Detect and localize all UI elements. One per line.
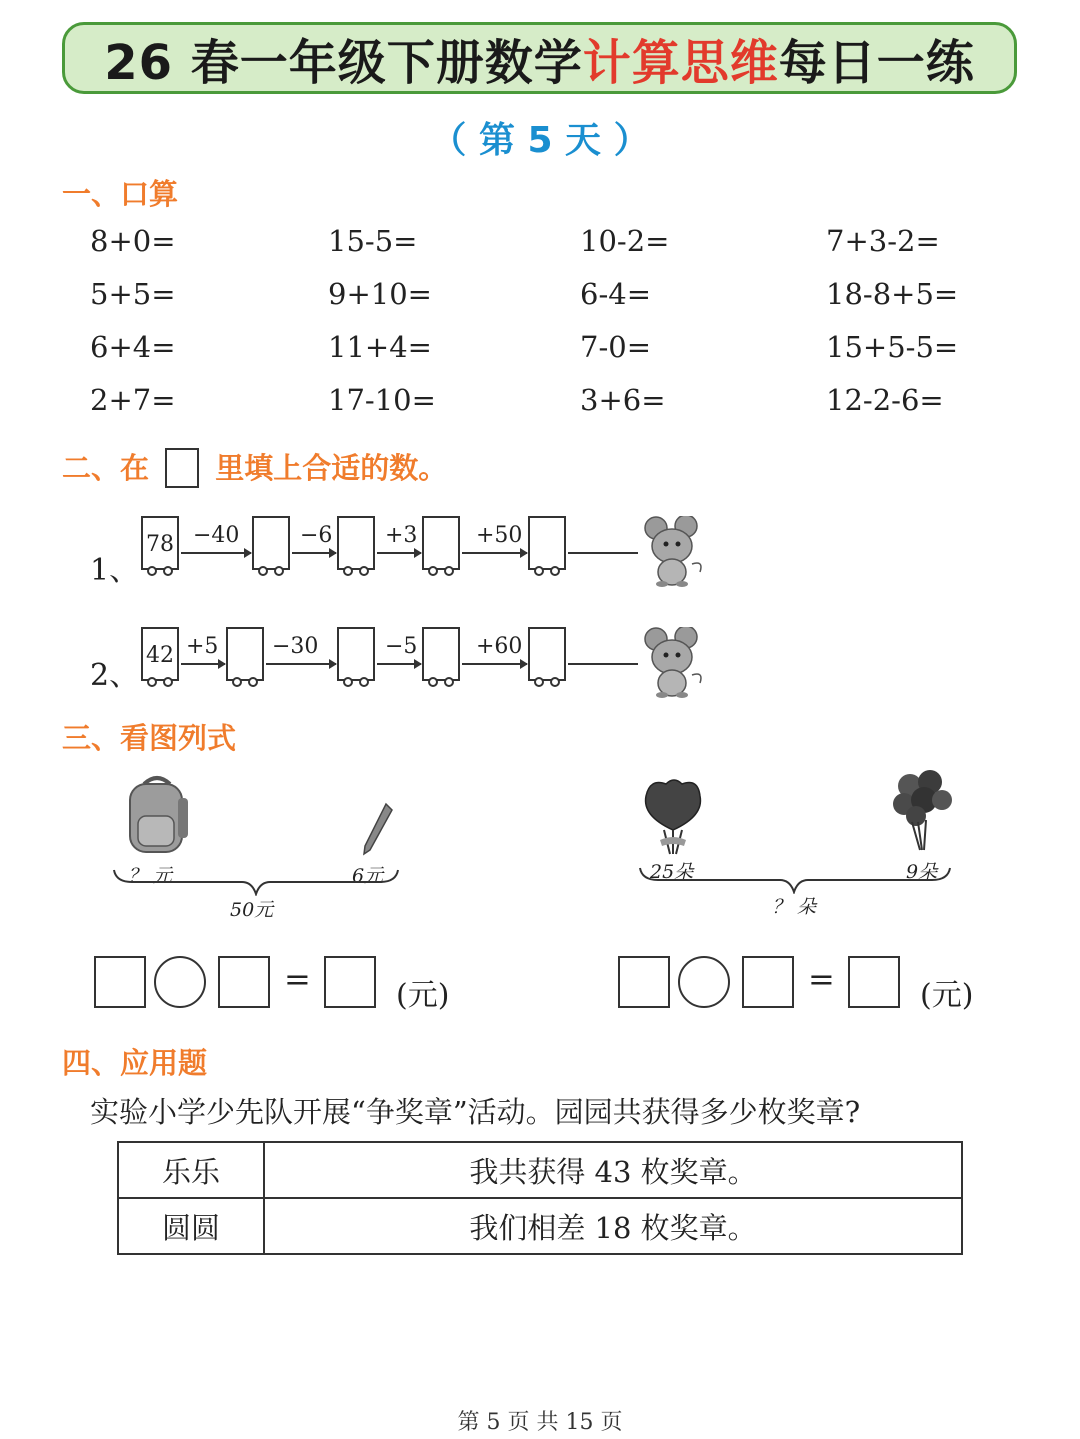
flower-bunch-icon <box>640 776 706 858</box>
op-label: +50 <box>476 523 523 548</box>
item-price-unknown: ？ 元 <box>128 865 173 887</box>
calc-item: 6-4= <box>580 277 651 311</box>
op-label: −30 <box>272 634 319 659</box>
wheel-icon <box>258 566 268 576</box>
op-label: +5 <box>186 634 219 659</box>
wheel-icon <box>359 677 369 687</box>
calc-item: 2+7= <box>90 383 176 417</box>
wheel-icon <box>163 566 173 576</box>
arrow-icon <box>181 663 225 665</box>
flower-count-2: 9朵 <box>906 861 938 883</box>
brace-icon <box>638 864 952 894</box>
student-statement: 我们相差 18 枚奖章。 <box>264 1198 962 1254</box>
wheel-icon <box>343 566 353 576</box>
wheel-icon <box>274 566 284 576</box>
train-box-blank[interactable] <box>337 516 375 570</box>
calc-item: 7-0= <box>580 330 651 364</box>
answer-box[interactable] <box>94 956 146 1008</box>
answer-box[interactable] <box>218 956 270 1008</box>
train-box-blank[interactable] <box>337 627 375 681</box>
arrow-icon <box>462 663 527 665</box>
calc-item: 15+5-5= <box>826 330 959 364</box>
title-part1: 26 春一年级下册数学 <box>104 34 583 91</box>
wheel-icon <box>550 677 560 687</box>
op-label: −6 <box>300 523 333 548</box>
section3-heading: 三、看图列式 <box>62 721 237 755</box>
op-label: +60 <box>476 634 523 659</box>
train-box <box>141 627 179 681</box>
section2-heading-before: 二、在 <box>62 451 150 485</box>
section1-heading: 一、口算 <box>62 177 179 211</box>
calc-item: 8+0= <box>90 224 176 258</box>
student-name: 乐乐 <box>118 1142 264 1198</box>
end-line <box>568 552 638 554</box>
title-banner <box>62 22 1017 94</box>
equals-sign: = <box>808 960 835 998</box>
backpack-icon <box>122 774 192 856</box>
train-label: 1、 <box>90 553 140 588</box>
bouquet-icon <box>890 770 954 852</box>
wheel-icon <box>428 677 438 687</box>
table-row <box>118 1198 962 1254</box>
train-box-blank[interactable] <box>252 516 290 570</box>
wheel-icon <box>147 677 157 687</box>
arrow-icon <box>462 552 527 554</box>
calc-item: 17-10= <box>328 383 436 417</box>
arrow-icon <box>266 663 336 665</box>
mouse-icon <box>642 627 708 699</box>
calc-item: 11+4= <box>328 330 432 364</box>
section4-heading: 四、应用题 <box>62 1046 208 1080</box>
student-statement: 我共获得 43 枚奖章。 <box>264 1142 962 1198</box>
day-label: （ 第 5 天 ） <box>430 120 650 161</box>
train-box-blank[interactable] <box>422 627 460 681</box>
brace-icon <box>112 866 400 896</box>
train-start-value: 78 <box>146 532 174 557</box>
end-line <box>568 663 638 665</box>
heading-box-icon <box>165 448 199 488</box>
arrow-icon <box>181 552 251 554</box>
train-box-blank[interactable] <box>528 516 566 570</box>
award-table <box>117 1141 963 1255</box>
train-box <box>141 516 179 570</box>
arrow-icon <box>292 552 336 554</box>
calc-item: 3+6= <box>580 383 666 417</box>
student-name: 圆圆 <box>118 1198 264 1254</box>
calc-item: 7+3-2= <box>826 224 940 258</box>
wheel-icon <box>343 677 353 687</box>
answer-box[interactable] <box>742 956 794 1008</box>
op-label: +3 <box>385 523 418 548</box>
answer-box[interactable] <box>618 956 670 1008</box>
calc-item: 12-2-6= <box>826 383 944 417</box>
answer-box[interactable] <box>848 956 900 1008</box>
op-label: −40 <box>193 523 240 548</box>
arrow-icon <box>377 552 421 554</box>
wheel-icon <box>444 566 454 576</box>
title-part2: 计算思维 <box>582 34 779 91</box>
operator-circle[interactable] <box>154 956 206 1008</box>
train-box-blank[interactable] <box>528 627 566 681</box>
calc-item: 5+5= <box>90 277 176 311</box>
operator-circle[interactable] <box>678 956 730 1008</box>
title-part3: 每日一练 <box>778 34 975 91</box>
wheel-icon <box>534 566 544 576</box>
total-price: 50元 <box>230 899 274 921</box>
mouse-icon <box>642 516 708 588</box>
wheel-icon <box>232 677 242 687</box>
wheel-icon <box>428 566 438 576</box>
table-row <box>118 1142 962 1198</box>
equals-sign: = <box>284 960 311 998</box>
train-start-value: 42 <box>146 643 174 668</box>
calc-item: 18-8+5= <box>826 277 959 311</box>
page-footer: 第 5 页 共 15 页 <box>457 1410 623 1435</box>
train-label: 2、 <box>90 658 140 693</box>
unit-label: (元) <box>396 978 450 1013</box>
train-box-blank[interactable] <box>226 627 264 681</box>
arrow-icon <box>377 663 421 665</box>
calc-item: 15-5= <box>328 224 418 258</box>
wheel-icon <box>359 566 369 576</box>
wheel-icon <box>248 677 258 687</box>
unit-label: (元) <box>920 978 974 1013</box>
wheel-icon <box>147 566 157 576</box>
pen-icon <box>360 802 394 858</box>
section2-heading <box>62 446 447 490</box>
wheel-icon <box>534 677 544 687</box>
wheel-icon <box>163 677 173 687</box>
item-price-pen: 6元 <box>352 865 384 887</box>
calc-item: 10-2= <box>580 224 670 258</box>
section2-heading-after: 里填上合适的数。 <box>215 451 448 485</box>
wheel-icon <box>550 566 560 576</box>
word-problem-question: 实验小学少先队开展“争奖章”活动。园园共获得多少枚奖章? <box>90 1095 861 1129</box>
wheel-icon <box>444 677 454 687</box>
op-label: −5 <box>385 634 418 659</box>
calc-item: 6+4= <box>90 330 176 364</box>
total-flowers: ？ 朵 <box>772 896 817 918</box>
calc-item: 9+10= <box>328 277 432 311</box>
train-box-blank[interactable] <box>422 516 460 570</box>
flower-count-1: 25朵 <box>650 861 694 883</box>
answer-box[interactable] <box>324 956 376 1008</box>
